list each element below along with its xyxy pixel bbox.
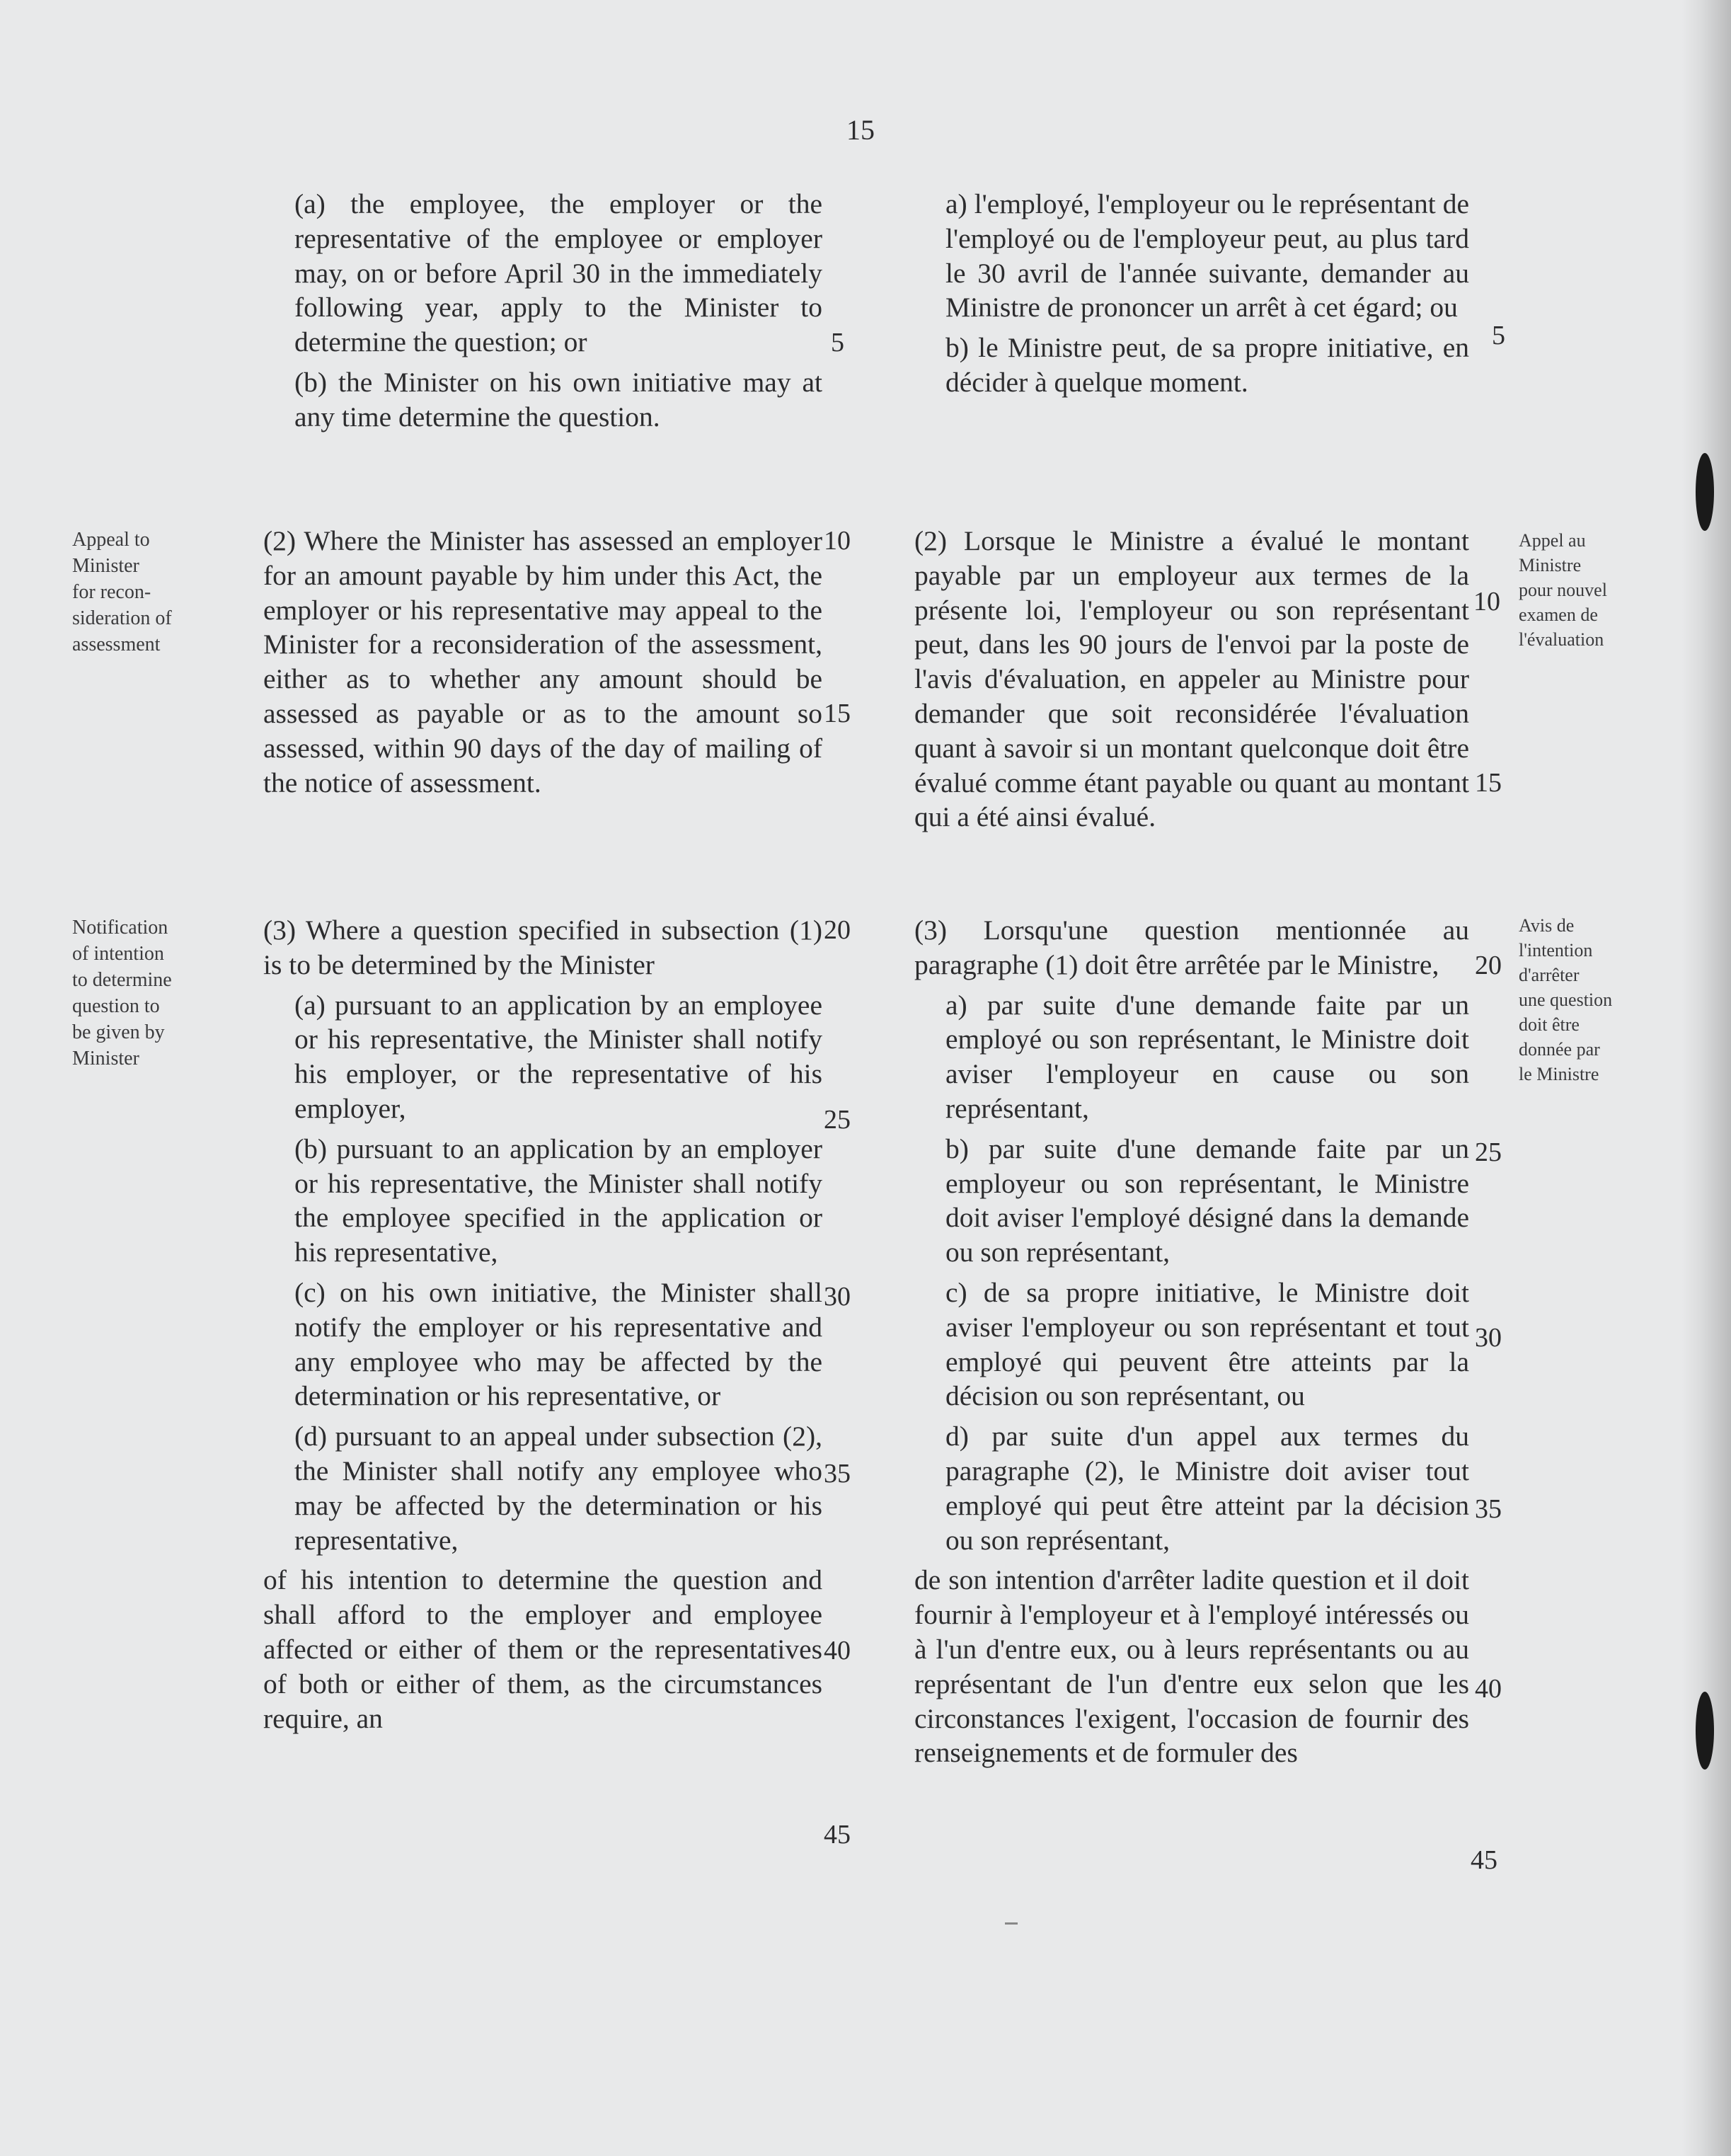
margin-note-appeal-en [72, 527, 221, 658]
margin-note-notification-en [72, 914, 221, 1072]
margin-note-line: examen de [1519, 604, 1598, 625]
line-number-en: 5 [831, 328, 844, 357]
page-number: 15 [846, 114, 875, 146]
french-clause-a: a) l'employé, l'employeur ou le représentant de l'employé ou de l'employeur peut, au plus tard le 30 avril de l'année suivante, demander au Ministre de prononcer un arrêt à cet égard; ou [945, 188, 1469, 323]
line-number-en: 10 [824, 526, 851, 556]
french-subsection-3-intro: (3) Lorsqu'une question mentionnée au paragraphe (1) doit être arrêtée par le Ministre, [914, 914, 1469, 980]
margin-note-line: pour nouvel [1519, 580, 1607, 600]
margin-note-line: sideration of [72, 607, 172, 629]
line-number-fr: 25 [1475, 1137, 1502, 1167]
english-clause-b: (b) the Minister on his own initiative may at any time determine the question. [294, 366, 822, 432]
margin-note-line: Notification [72, 917, 168, 939]
line-number-fr: 40 [1475, 1674, 1502, 1704]
english-subsection-3-closing: of his intention to determine the question and shall afford to the employer and employee affected or either of them or the representatives of both or either of them, as the circumstances require, an [263, 1564, 822, 1734]
margin-note-line: Avis de [1519, 915, 1575, 936]
english-clause-3a: (a) pursuant to an application by an employee or his representative, the Minister shall notify his employer, or the representative of his employer, [294, 989, 822, 1124]
margin-note-line: of intention [72, 943, 164, 965]
line-number-fr: 45 [1471, 1845, 1497, 1875]
stray-mark [1005, 1922, 1018, 1925]
margin-note-line: l'intention [1519, 940, 1593, 961]
binder-hole [1696, 453, 1714, 531]
margin-note-line: le Ministre [1519, 1064, 1599, 1084]
english-paragraph-a-b [263, 187, 822, 435]
english-clause-3d: (d) pursuant to an appeal under subsection (2), the Minister shall notify any employee who may be affected by the determination or his representative, [294, 1421, 822, 1556]
french-clause-b: b) le Ministre peut, de sa propre initiative, en décider à quelque moment. [945, 332, 1469, 398]
line-number-fr: 20 [1475, 951, 1502, 980]
french-clause-3d: d) par suite d'un appel aux termes du paragraphe (2), le Ministre doit aviser tout employé qui peut être atteint par la décision ou son représentant, [945, 1421, 1469, 1556]
line-number-en: 15 [824, 699, 851, 728]
english-clause-3c: (c) on his own initiative, the Minister shall notify the employer or his representative and any employee who may be affected by the determination or his representative, or [294, 1276, 822, 1412]
margin-note-line: assessment [72, 633, 161, 655]
english-subsection-3-intro: (3) Where a question specified in subsection (1) is to be determined by the Minister [263, 914, 822, 980]
margin-note-line: Ministre [1519, 555, 1582, 575]
margin-note-line: donnée par [1519, 1039, 1600, 1060]
binder-hole [1696, 1692, 1714, 1770]
margin-note-line: Appeal to [72, 529, 150, 551]
line-number-en: 20 [824, 915, 851, 945]
french-clause-3a: a) par suite d'une demande faite par un employé ou son représentant, le Ministre doit aviser l'employeur en cause ou son représentant, [945, 989, 1469, 1124]
margin-note-line: une question [1519, 990, 1613, 1010]
page-edge-shadow [1681, 0, 1731, 2156]
margin-note-line: doit être [1519, 1014, 1580, 1035]
margin-note-appeal-fr [1519, 528, 1660, 652]
english-subsection-3 [263, 913, 822, 1736]
margin-note-line: for recon- [72, 581, 151, 603]
margin-note-notification-fr [1519, 913, 1660, 1086]
line-number-en: 40 [824, 1636, 851, 1665]
english-subsection-2 [263, 524, 822, 800]
line-number-fr: 35 [1475, 1494, 1502, 1524]
margin-note-line: Minister [72, 1048, 139, 1070]
line-number-en: 25 [824, 1105, 851, 1135]
line-number-fr: 15 [1475, 768, 1502, 798]
french-subsection-3 [914, 913, 1469, 1770]
french-subsection-2-text: (2) Lorsque le Ministre a évalué le montant payable par un employeur aux termes de la présente loi, l'employeur ou son représentant peut, dans les 90 jours de l'envoi par la poste de l'avis d'évaluation, en appeler au Ministre pour demander que soit reconsidérée l'évaluation quant à savoir si un montant quelconque doit être évalué comme étant payable ou quant au montant qui a été ainsi évalué. [914, 525, 1469, 833]
french-paragraph-a-b [914, 187, 1469, 400]
line-number-en: 45 [824, 1820, 851, 1850]
margin-note-line: question to [72, 995, 160, 1017]
line-number-fr: 5 [1492, 321, 1505, 350]
english-clause-3b: (b) pursuant to an application by an employer or his representative, the Minister shall notify the employee specified in the application or his representative, [294, 1133, 822, 1268]
french-subsection-3-closing: de son intention d'arrêter ladite question et il doit fournir à l'employeur et à l'employé intéressés ou à l'un d'entre eux, ou à leurs représentants ou au représentant de l'un d'entre eux selon que les circonstances l'exigent, l'occasion de fournir des renseignements et de formuler des [914, 1564, 1469, 1769]
line-number-en: 30 [824, 1282, 851, 1312]
margin-note-line: to determine [72, 969, 172, 991]
line-number-en: 35 [824, 1459, 851, 1489]
line-number-fr: 10 [1473, 587, 1500, 617]
margin-note-line: be given by [72, 1021, 165, 1043]
french-clause-3c: c) de sa propre initiative, le Ministre doit aviser l'employeur ou son représentant et tout employé qui peuvent être atteints par la décision ou son représentant, ou [945, 1276, 1469, 1412]
line-number-fr: 30 [1475, 1323, 1502, 1353]
margin-note-line: l'évaluation [1519, 629, 1604, 650]
english-subsection-2-text: (2) Where the Minister has assessed an employer for an amount payable by him under this Act, the employer or his representative may appeal to the Minister for a reconsideration of the assessment, either as to whether any amount should be assessed as payable or as to the amount so assessed, within 90 days of the day of mailing of the notice of assessment. [263, 525, 822, 798]
margin-note-line: Appel au [1519, 530, 1586, 551]
margin-note-line: Minister [72, 555, 139, 577]
english-clause-a: (a) the employee, the employer or the representative of the employee or employer may, on or before April 30 in the immediately following year, apply to the Minister to determine the question; or [294, 188, 822, 358]
margin-note-line: d'arrêter [1519, 965, 1580, 985]
french-subsection-2 [914, 524, 1469, 835]
french-clause-3b: b) par suite d'une demande faite par un employeur ou son représentant, le Ministre doit aviser l'employé désigné dans la demande ou son représentant, [945, 1133, 1469, 1268]
